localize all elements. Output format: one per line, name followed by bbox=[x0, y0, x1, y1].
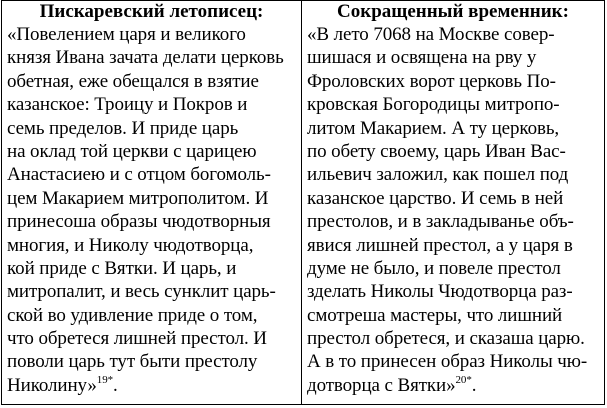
right-column bbox=[302, 1, 604, 404]
text-line: казанское: Троицу и Покров и bbox=[7, 94, 248, 116]
text-line: кровская Богородицы митропо- bbox=[307, 94, 560, 116]
footnote-marker: 19* bbox=[96, 373, 113, 386]
comparison-table bbox=[1, 0, 605, 405]
text-line: князя Ивана зачата делати церковь bbox=[7, 47, 284, 69]
left-column-text bbox=[7, 23, 301, 397]
text-line: престол обретеся, и сказаша царю. bbox=[307, 328, 585, 350]
text-line: цем Макарием митрополитом. И bbox=[7, 187, 269, 209]
line-end: . bbox=[113, 374, 118, 396]
text-line: на оклад той церкви с царицею bbox=[7, 140, 257, 162]
text-line: ской во удивление приде о том, bbox=[7, 304, 258, 326]
text-line: кой приде с Вятки. И царь, и bbox=[7, 257, 237, 279]
text-line: многия, и Николу чюдотворца, bbox=[7, 234, 254, 256]
text-line: шишася и освящена на рву у bbox=[307, 47, 537, 69]
text-line: думе не было, и повеле престол bbox=[307, 257, 561, 279]
text-line: престолов, и в закладыванье объ- bbox=[307, 211, 574, 233]
text-line: Фроловских ворот церковь По- bbox=[307, 70, 556, 92]
text-line: казанское царство. И семь в ней bbox=[307, 187, 564, 209]
text-line: поволи царь тут быти престолу bbox=[7, 351, 258, 373]
text-line: А в то принесен образ Николы чю- bbox=[307, 351, 588, 373]
text-line-last bbox=[7, 374, 301, 397]
right-column-title: Сокращенный временник: bbox=[337, 1, 569, 22]
text-line: обетная, еже обещался в взятие bbox=[7, 70, 259, 92]
text-line: «Повелением царя и великого bbox=[7, 24, 246, 45]
text-line: литом Макарием. А ту церковь, bbox=[307, 117, 560, 139]
line-end: . bbox=[471, 374, 477, 396]
text-line: по обету своему, царь Иван Вас- bbox=[307, 140, 566, 162]
left-column-title: Пискаревский летописец: bbox=[39, 1, 264, 22]
text-line: митропалит, и весь сунклит царь- bbox=[7, 281, 276, 303]
text-line: принесоша образы чюдотворныя bbox=[7, 211, 271, 233]
text-line-last bbox=[307, 374, 604, 397]
text-line: Анастасиею и с отцом богомоль- bbox=[7, 164, 271, 186]
text-line: что обретеся лишней престол. И bbox=[7, 328, 267, 350]
text-line: «В лето 7068 на Москве совер- bbox=[307, 24, 555, 45]
left-column bbox=[2, 1, 302, 404]
last-line-text: дотворца с Вятки» bbox=[307, 374, 456, 396]
last-line-text: Николину» bbox=[7, 374, 97, 396]
text-line: семь пределов. И приде царь bbox=[7, 117, 239, 139]
right-column-text bbox=[307, 23, 604, 397]
text-line: явися лишней престол, а у царя в bbox=[307, 234, 573, 256]
text-line: смотреша мастеры, что лишний bbox=[307, 304, 563, 326]
footnote-marker: 20* bbox=[455, 373, 472, 386]
text-line: зделать Николы Чюдотворца раз- bbox=[307, 281, 573, 303]
text-line: ильевич заложил, как пошел под bbox=[307, 164, 569, 186]
